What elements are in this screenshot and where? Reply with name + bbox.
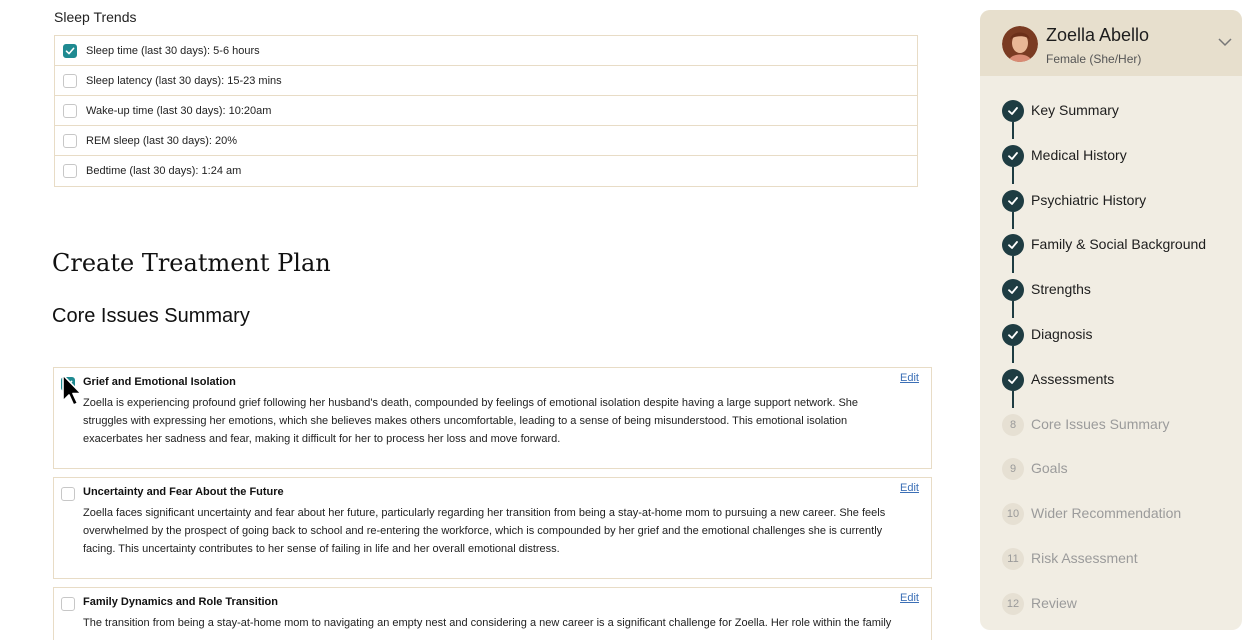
sleep-item-label: REM sleep (last 30 days): 20% — [86, 134, 238, 147]
step-item[interactable] — [980, 452, 1242, 497]
issue-title: Uncertainty and Fear About the Future — [83, 486, 284, 498]
step-label: Core Issues Summary — [1031, 415, 1170, 432]
issue-card — [53, 477, 932, 579]
step-number: 10 — [1002, 503, 1024, 525]
step-item[interactable] — [980, 587, 1242, 630]
sleep-trends-title: Sleep Trends — [54, 9, 137, 25]
check-icon — [1002, 145, 1024, 167]
issue-card — [53, 587, 932, 640]
sleep-item-checkbox[interactable] — [63, 104, 77, 118]
progress-sidebar — [980, 10, 1242, 630]
sleep-item — [55, 36, 917, 66]
step-label: Wider Recommendation — [1031, 505, 1182, 522]
sleep-item-label: Bedtime (last 30 days): 1:24 am — [86, 165, 242, 177]
step-item[interactable] — [980, 408, 1242, 453]
sleep-item-label: Sleep time (last 30 days): 5-6 hours — [86, 44, 260, 57]
step-connector — [1012, 301, 1014, 318]
edit-link[interactable]: Edit — [900, 482, 919, 494]
chevron-down-icon[interactable] — [1218, 37, 1232, 47]
step-connector — [1012, 256, 1014, 273]
step-label: Psychiatric History — [1031, 191, 1147, 208]
step-label: Review — [1031, 594, 1077, 611]
page-title: Create Treatment Plan — [52, 249, 331, 277]
step-label: Goals — [1031, 460, 1068, 477]
patient-name: Zoella Abello — [1046, 25, 1150, 45]
issue-checkbox[interactable] — [61, 597, 75, 611]
sleep-item — [55, 96, 917, 126]
step-label: Strengths — [1031, 281, 1091, 298]
step-label: Diagnosis — [1031, 325, 1093, 342]
check-icon — [1002, 369, 1024, 391]
step-connector — [1012, 212, 1014, 229]
check-icon — [1002, 100, 1024, 122]
patient-gender: Female (She/Her) — [1046, 52, 1142, 66]
check-icon — [65, 46, 75, 56]
step-number: 11 — [1002, 548, 1024, 570]
sleep-item — [55, 66, 917, 96]
step-item[interactable] — [980, 184, 1242, 229]
sleep-trends-list — [54, 35, 918, 187]
step-label: Family & Social Background — [1031, 236, 1207, 253]
step-item[interactable] — [980, 228, 1242, 273]
check-icon — [1002, 279, 1024, 301]
step-item[interactable] — [980, 139, 1242, 184]
step-label: Key Summary — [1031, 102, 1119, 118]
step-item[interactable] — [980, 363, 1242, 408]
step-item[interactable] — [980, 273, 1242, 318]
issue-title: Grief and Emotional Isolation — [83, 376, 236, 388]
step-item[interactable] — [980, 497, 1242, 542]
issue-description: The transition from being a stay-at-home mom to navigating an empty nest and considering a new career is a significant challenge for Zoella. Her role within the family — [83, 617, 892, 629]
issue-checkbox[interactable] — [61, 487, 75, 501]
issue-description: Zoella faces significant uncertainty and fear about her future, particularly regarding her transition from being a stay-at-home mom to pursuing a new career. She feels overwhelmed by the prospect of going back to school and re-entering the workforce, which is compounded by her grief and the emotional challenges she is currently facing. This uncertainty contributes to her sense of failing in life and her overall emotional distress. — [83, 507, 886, 555]
sleep-item-checkbox[interactable] — [63, 44, 77, 58]
avatar — [1002, 26, 1038, 62]
step-number: 12 — [1002, 593, 1024, 615]
section-title: Core Issues Summary — [52, 305, 250, 327]
step-connector — [1012, 346, 1014, 363]
step-number: 9 — [1002, 458, 1024, 480]
step-label: Medical History — [1031, 146, 1127, 163]
mouse-pointer-icon — [61, 373, 85, 409]
patient-profile-header[interactable] — [980, 10, 1242, 76]
sleep-item-checkbox[interactable] — [63, 134, 77, 148]
step-label: Risk Assessment — [1031, 549, 1138, 566]
edit-link[interactable]: Edit — [900, 592, 919, 604]
check-icon — [1002, 324, 1024, 346]
sleep-item-checkbox[interactable] — [63, 74, 77, 88]
step-item[interactable] — [980, 542, 1242, 587]
edit-link[interactable]: Edit — [900, 372, 919, 384]
sleep-item-checkbox[interactable] — [63, 164, 77, 178]
step-list — [980, 94, 1242, 630]
issue-description: Zoella is experiencing profound grief following her husband's death, compounded by feelings of emotional isolation despite having a large support network. She struggles with expressing her emotions, which she believes makes others uncomfortable, leading to a sense of being misunderstood. This emotional isolation exacerbates her sadness and fear, making it difficult for her to process her loss and move forward. — [83, 397, 859, 445]
sleep-item-label: Sleep latency (last 30 days): 15-23 mins — [86, 74, 282, 87]
step-connector — [1012, 167, 1014, 184]
sleep-item — [55, 156, 917, 186]
step-connector — [1012, 122, 1014, 139]
step-item[interactable] — [980, 318, 1242, 363]
sleep-item-label: Wake-up time (last 30 days): 10:20am — [86, 104, 272, 117]
check-icon — [1002, 234, 1024, 256]
step-number: 8 — [1002, 414, 1024, 436]
check-icon — [1002, 190, 1024, 212]
step-label: Assessments — [1031, 370, 1115, 387]
step-item[interactable] — [980, 94, 1242, 139]
issue-title: Family Dynamics and Role Transition — [83, 596, 278, 608]
step-connector — [1012, 391, 1014, 408]
issue-card — [53, 367, 932, 469]
sleep-item — [55, 126, 917, 156]
